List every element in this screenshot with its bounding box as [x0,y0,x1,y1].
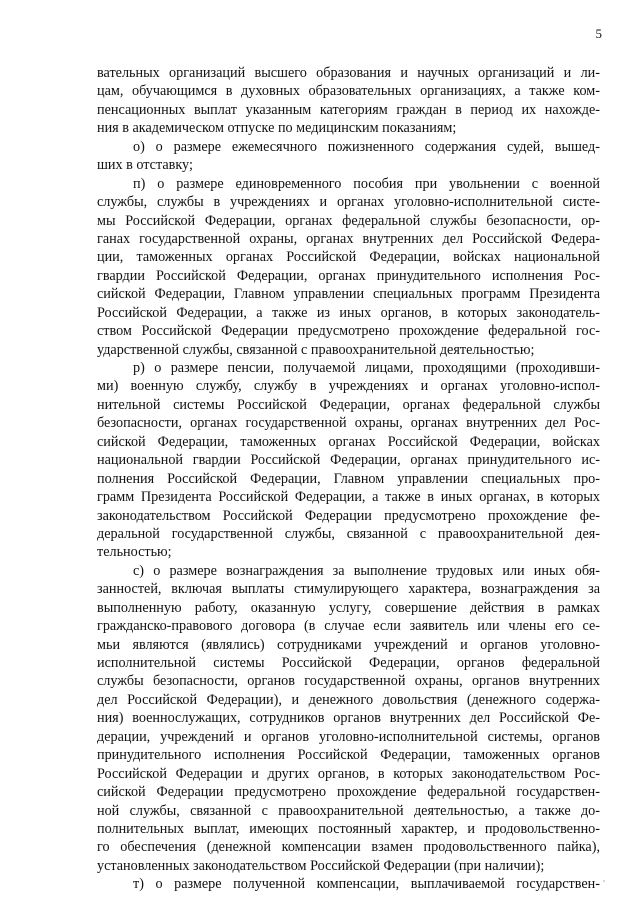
text-line: занностей, включая выплаты стимулирующего характера, вознаграждения за [97,581,600,598]
text-line: службы, службы в учреждениях и органах уголовно-исполнительной систе- [97,194,600,211]
text-line: деральной государственной службы, связанной с правоохранительной дея- [97,525,600,542]
text-line: законодательством Российской Федерации предусмотрено прохождение фе- [97,507,600,524]
text-line: ударственной службы, связанной с правоохранительной деятельностью; [97,341,535,358]
text-line: Российской Федерации, а также из иных органов, в которых законодатель- [97,304,600,321]
text-line: сийской Федерации предусмотрено прохождение федеральной государствен- [97,784,600,801]
text-line: полнения Российской Федерации, Главном управлении специальных про- [97,470,600,487]
text-line: исполнительной системы Российской Федерации, органов федеральной [97,655,600,671]
text-line: нительной системы Российской Федерации, органах федеральной службы [97,396,600,413]
text-line: пенсационных выплат указанным категориям граждан в период их нахожде- [97,101,600,118]
text-line: установленных законодательством Российской Федерации (при наличии); [97,857,545,874]
page-number: 5 [595,26,602,41]
text-line: цам, обучающимся в духовных образовательных организациях, а также ком- [97,83,600,100]
text-line: ших в отставку; [97,157,193,174]
text-line: безопасности, органах государственной охраны, органах внутренних дел Рос- [97,415,600,432]
text-line: ния) военнослужащих, сотрудников органов внутренних дел Российской Фе- [97,710,600,727]
text-line: Российской Федерации и других органов, в которых законодательством Рос- [97,765,600,782]
text-line: ми) военную службу, службу в учреждениях и органах уголовно-испол- [97,378,600,395]
text-line: п) о размере единовременного пособия при увольнении с военной [133,175,600,192]
text-line: ния в академическом отпуске по медицинским показаниям; [97,120,457,137]
text-line: р) о размере пенсии, получаемой лицами, проходящими (проходивши- [133,360,600,376]
text-line: го обеспечения (денежной компенсации взамен продовольственного пайка), [97,839,600,856]
text-line: гвардии Российской Федерации, органах принудительного исполнения Рос- [97,267,600,284]
text-line: ной службы, связанной с правоохранительной деятельностью, а также до- [97,802,600,819]
text-line: национальной гвардии Российской Федерации, органах принудительного ис- [97,452,600,469]
text-line: дерации, учреждений и органов уголовно-исполнительной системы, органов [97,728,600,745]
text-line: тельностью; [97,544,172,561]
text-line: т) о размере полученной компенсации, выплачиваемой государствен- [133,876,600,893]
text-line: сийской Федерации, таможенных органах Российской Федерации, войсках [97,433,600,450]
text-line: принудительного исполнения Российской Федерации, таможенных органов [97,747,600,764]
text-line: сийской Федерации, Главном управлении специальных программ Президента [97,286,600,303]
text-line: гражданско-правового договора (в случае если заявитель или члены его се- [97,618,600,635]
text-line: вательных организаций высшего образования и научных организаций и ли- [97,65,600,81]
text-line: мьи являются (являлись) сотрудниками учреждений и органов уголовно- [97,636,600,653]
text-line: мы Российской Федерации, органах федеральной службы безопасности, ор- [97,212,600,229]
text-line: ганах государственной охраны, органах внутренних дел Российской Федера- [97,230,600,247]
text-line: полнительных выплат, имеющих постоянный характер, и продовольственно- [97,820,600,837]
text-line: с) о размере вознаграждения за выполнение трудовых или иных обя- [133,562,600,579]
text-line: дел Российской Федерации), и денежного довольствия (денежного содержа- [97,691,600,708]
document-body [97,64,600,894]
text-line: службы безопасности, органов государственной охраны, органов внутренних [97,673,600,690]
text-line: ции, таможенных органах Российской Федерации, войсках национальной [97,249,600,266]
text-line: грамм Президента Российской Федерации, а также в иных органах, в которых [97,489,600,506]
text-line: о) о размере ежемесячного пожизненного содержания судей, вышед- [133,138,600,155]
text-line: ством Российской Федерации предусмотрено прохождение федеральной гос- [97,323,600,340]
text-line: выполненную работу, оказанную услугу, совершение действия в рамках [97,599,600,616]
scan-speck [603,880,605,882]
